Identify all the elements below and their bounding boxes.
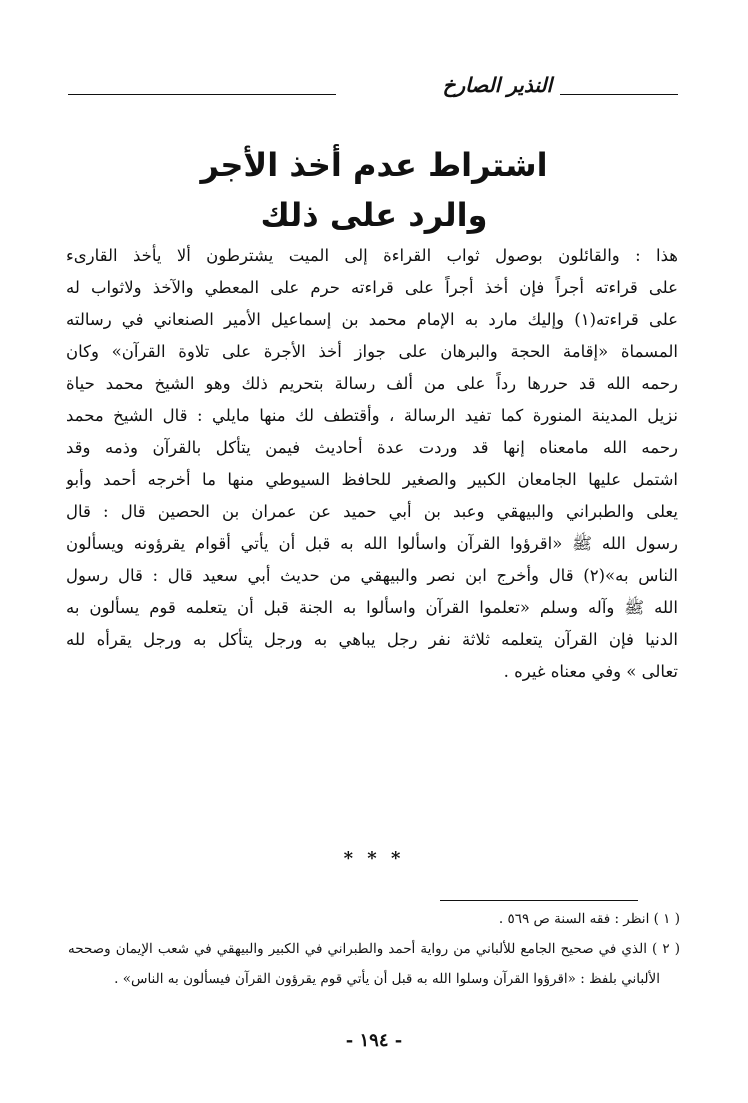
footnote-2-continued: الألباني بلفظ : «اقرؤوا القرآن وسلوا الله به قبل أن يأتي قوم يقرؤون القرآن فيسألون به الناس» . — [114, 971, 660, 987]
header-rule-left — [68, 94, 336, 95]
body-line: المسماة «إقامة الحجة والبرهان على جواز أخذ الأجرة على تلاوة القرآن» وكان — [66, 342, 678, 361]
body-line: يعلى والطبراني والبيهقي وعبد بن أبي حميد عن عمران بن الحصين قال : قال — [66, 502, 678, 521]
heading-line-2: والرد على ذلك — [260, 196, 488, 234]
body-line: رحمه الله قد حررها رداً على من ألف رسالة بتحريم ذلك وهو الشيخ محمد حياة — [66, 374, 678, 393]
section-separator: * * * — [343, 848, 405, 869]
header-rule-right — [560, 94, 678, 95]
body-line: رسول الله ﷺ «اقرؤوا القرآن واسألوا الله به قبل أن يأتي أقوام يقرؤونه ويسألون — [66, 534, 678, 553]
body-paragraph — [66, 240, 678, 688]
running-header-title: النذير الصارخ — [437, 70, 558, 100]
body-line: اشتمل عليها الجامعان الكبير والصغير للحافظ السيوطي منها ما أخرجه أحمد وأبو — [66, 470, 678, 489]
footnote-rule — [440, 900, 638, 901]
footnote-2: ( ٢ ) الذي في صحيح الجامع للألباني من رواية أحمد والطبراني في الكبير والبيهقي في شعب الإيمان وصححه — [68, 941, 680, 957]
chapter-heading — [100, 140, 648, 240]
body-line: الله ﷺ وآله وسلم «تعلموا القرآن واسألوا به الجنة قبل أن يتعلمه قوم يسألون به — [66, 598, 678, 617]
body-line: رحمه الله مامعناه إنها قد وردت عدة أحاديث فيمن يتأكل بالقرآن وذمه وقد — [66, 438, 678, 457]
heading-line-1: اشتراط عدم أخذ الأجر — [200, 146, 548, 184]
body-line: نزيل المدينة المنورة كما تفيد الرسالة ، وأقتطف لك منها مايلي : قال الشيخ محمد — [66, 406, 678, 425]
running-header — [68, 70, 678, 100]
footnotes — [68, 904, 680, 994]
body-line: على قراءته(١) وإليك مارد به الإمام محمد بن إسماعيل الأمير الصنعاني في رسالته — [66, 310, 678, 329]
body-line: الناس به»(٢) قال وأخرج ابن نصر والبيهقي من حديث أبي سعيد قال : قال رسول — [66, 566, 678, 585]
body-line: الدنيا فإن القرآن يتعلمه ثلاثة نفر رجل يباهي به ورجل يتأكل به ورجل يقرأه لله — [66, 630, 678, 649]
body-line: هذا : والقائلون بوصول ثواب القراءة إلى الميت يشترطون ألا يأخذ القارىء — [66, 246, 678, 265]
page-number: - ١٩٤ - — [345, 1030, 403, 1051]
footnote-1: ( ١ ) انظر : فقه السنة ص ٥٦٩ . — [498, 911, 680, 927]
body-line: على قراءته أجراً فإن أخذ أجراً على قراءته حرم على المعطي والآخذ ولاثواب له — [66, 278, 678, 297]
body-line: تعالى » وفي معناه غيره . — [503, 662, 678, 681]
